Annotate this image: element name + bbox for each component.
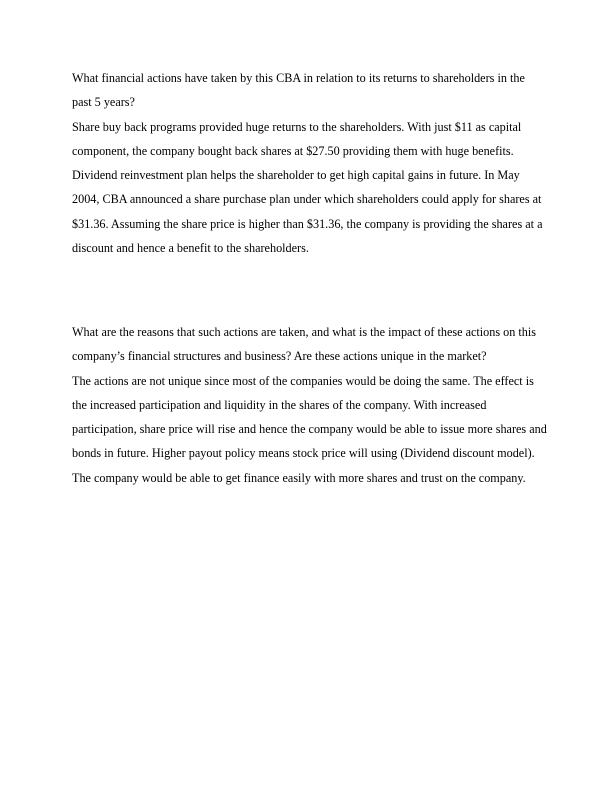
section-reasons-impact (72, 320, 552, 490)
question-paragraph (72, 320, 552, 369)
answer-line: Dividend reinvestment plan helps the shareholder to get high capital gains in future. In May (72, 168, 520, 183)
answer-line: component, the company bought back shares at $27.50 providing them with huge benefits. (72, 143, 514, 158)
answer-line: bonds in future. Higher payout policy means stock price will using (Dividend discount model). (72, 446, 535, 461)
answer-line: 2004, CBA announced a share purchase plan under which shareholders could apply for shares at (72, 192, 542, 207)
answer-line: discount and hence a benefit to the shareholders. (72, 241, 309, 256)
answer-line: The company would be able to get finance easily with more shares and trust on the company. (72, 470, 526, 485)
question-line: past 5 years? (72, 95, 135, 110)
answer-line: Share buy back programs provided huge returns to the shareholders. With just $11 as capital (72, 119, 522, 134)
answer-line: $31.36. Assuming the share price is higher than $31.36, the company is providing the shares at a (72, 216, 543, 231)
question-line: company’s financial structures and business? Are these actions unique in the market? (72, 349, 487, 364)
answer-paragraph (72, 369, 552, 490)
answer-line: The actions are not unique since most of the companies would be doing the same. The effect is (72, 373, 534, 388)
question-line: What financial actions have taken by this CBA in relation to its returns to shareholders in the (72, 71, 525, 85)
question-paragraph (72, 66, 552, 115)
answer-line: participation, share price will rise and hence the company would be able to issue more shares and (72, 422, 547, 437)
section-cba-actions (72, 66, 552, 260)
answer-line: the increased participation and liquidity in the shares of the company. With increased (72, 397, 487, 412)
answer-paragraph (72, 115, 552, 261)
question-line: What are the reasons that such actions are taken, and what is the impact of these actions on this (72, 325, 536, 339)
